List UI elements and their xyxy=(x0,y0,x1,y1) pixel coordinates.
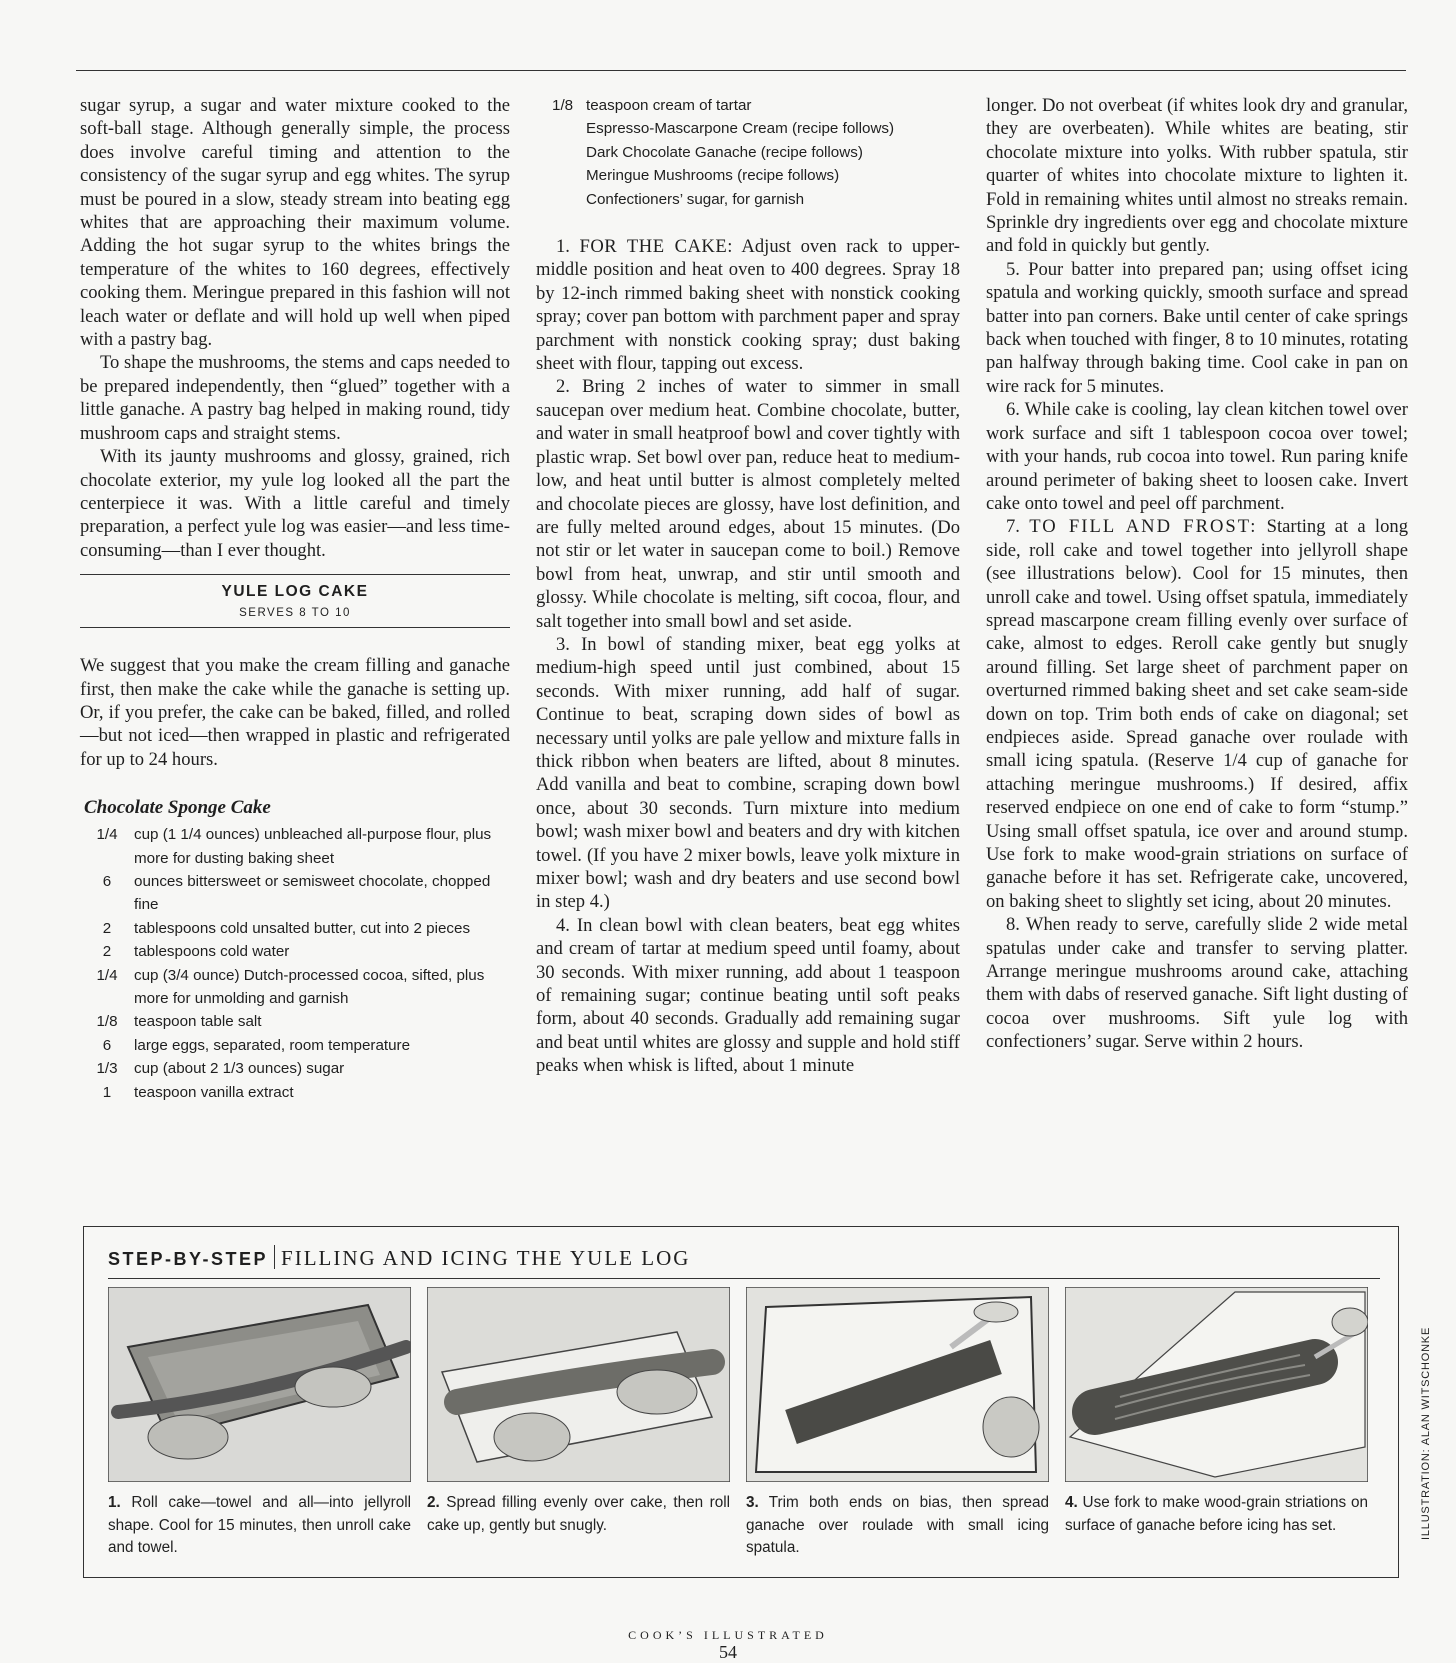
recipe-step: 5. Pour batter into prepared pan; using offset icing spatula and working quickly, smooth surface and spread batter into pan corners. Bake until center of cake springs back when touched with finger, 8 to 10 minutes, rotating pan halfway through baking time. Cool cake in pan on wire rack for 5 minutes. xyxy=(986,258,1409,397)
ingredient-item: 1/3 cup (about 2 1/3 ounces) sugar xyxy=(96,1060,345,1078)
step-caption: 3. Trim both ends on bias, then spread ganache over roulade with small icing spatula. xyxy=(746,1494,1049,1556)
body-paragraph: sugar syrup, a sugar and water mixture cooked to the soft-ball stage. Although generally simple, the process does involve careful timing and attention to the consistency of the sugar syrup and egg whites. The syrup must be poured in a slow, steady stream into beating egg whites that are approaching their maximum volume. Adding the hot sugar syrup to the whites brings the temperature of the whites to 160 degrees, effectively cooking them. Meringue prepared in this fashion will not leach water or deflate and will hold up well when piped with a pastry bag. xyxy=(80,95,510,351)
column-1 xyxy=(80,94,510,1104)
step-panel-2 xyxy=(427,1287,730,1537)
recipe-step: 8. When ready to serve, carefully slide 2 wide metal spatulas under cake and transfer to serving platter. Arrange meringue mushrooms around cake, attaching them with dabs of reserved ganache. Sift light dusting of cocoa over mushrooms. Sift yule log with confectioners’ sugar. Serve within 2 hours. xyxy=(986,914,1408,1053)
ingredient-item: Dark Chocolate Ganache (recipe follows) xyxy=(586,143,863,161)
step-caption: 1. Roll cake—towel and all—into jellyroll shape. Cool for 15 minutes, then unroll cake and towel. xyxy=(108,1494,411,1556)
ingredient-item: 1/4 cup (3/4 ounce) Dutch-processed cocoa, sifted, plus more for unmolding and garnish xyxy=(96,966,485,1007)
illustration-credit: ILLUSTRATION: ALAN WITSCHONKE xyxy=(1420,1326,1432,1540)
step-by-step-label: STEP-BY-STEP xyxy=(108,1249,269,1269)
ingredient-item: 2 tablespoons cold unsalted butter, cut into 2 pieces xyxy=(102,919,471,937)
step-panel-3 xyxy=(746,1287,1049,1560)
step-label: TO FILL AND FROST: xyxy=(1029,516,1258,538)
ingredient-item: 6 ounces bittersweet or semisweet chocolate, chopped fine xyxy=(102,872,491,914)
body-paragraph: With its jaunty mushrooms and glossy, grained, rich chocolate exterior, my yule log looked all the part the centerpiece it was. With a little careful and timely preparation, a perfect yule log was easier—and less time-consuming—than I ever thought. xyxy=(80,446,510,561)
illustration-trim-and-spread-ganache xyxy=(746,1287,1049,1482)
body-paragraph: longer. Do not overbeat (if whites look dry and granular, they are overbeaten). While whites are beating, stir chocolate mixture into yolks. With rubber spatula, stir quarter of whites into chocolate mixture to lighten it. Fold in remaining whites until almost no streaks remain. Sprinkle dry ingredients over egg and chocolate mixture and fold in quickly but gently. xyxy=(986,95,1408,257)
ingredient-item: Meringue Mushrooms (recipe follows) xyxy=(586,167,840,185)
page-number: 54 xyxy=(719,1642,737,1662)
column-3 xyxy=(986,94,1408,1054)
step-by-step-box xyxy=(83,1226,1399,1578)
step-caption: 4. Use fork to make wood-grain striations on surface of ganache before icing has set. xyxy=(1065,1494,1368,1534)
recipe-step: 4. In clean bowl with clean beaters, beat egg whites and cream of tartar at medium speed until foamy, about 30 seconds. With mixer running, add about 1 teaspoon of remaining sugar; continue beating until soft peaks form, about 40 seconds. Gradually add remaining sugar and beat until whites are glossy and supple and hold stiff peaks when whisk is lifted, about 1 minute xyxy=(536,914,960,1077)
step-by-step-header xyxy=(108,1245,690,1271)
ingredient-item: Confectioners’ sugar, for garnish xyxy=(586,190,805,208)
ingredient-item: 2 tablespoons cold water xyxy=(102,943,290,961)
ingredient-list xyxy=(552,94,960,211)
recipe-subhead: Chocolate Sponge Cake xyxy=(84,797,271,819)
ingredient-item: 1/4 cup (1 1/4 ounces) unbleached all-purpose flour, plus more for dusting baking sheet xyxy=(96,826,492,867)
recipe-serves: SERVES 8 TO 10 xyxy=(239,607,351,620)
step-caption: 2. Spread filling evenly over cake, then roll cake up, gently but snugly. xyxy=(427,1494,730,1534)
illustration-spread-filling xyxy=(427,1287,730,1482)
ingredient-list xyxy=(80,823,510,1104)
body-paragraph: To shape the mushrooms, the stems and caps needed to be prepared independently, then “glued” together with a little ganache. A pastry bag helped in making round, tidy mushroom caps and straight stems. xyxy=(80,352,510,444)
recipe-step: 3. In bowl of standing mixer, beat egg yolks at medium-high speed until just combined, about 15 seconds. With mixer running, add half of sugar. Continue to beat, scraping down sides of bowl as necessary until yolks are pale yellow and mixture falls in thick ribbon when beaters are lifted, about 8 minutes. Add vanilla and beat to combine, scraping down bowl once, about 30 seconds. Turn mixture into medium bowl; wash mixer bowl and beaters and dry with kitchen towel. (If you have 2 mixer bowls, leave yolk mixture in mixer bowl; wash and dry beaters and use second bowl in step 4.) xyxy=(536,633,960,913)
ingredient-item: Espresso-Mascarpone Cream (recipe follows) xyxy=(586,120,895,138)
top-rule xyxy=(76,70,1406,71)
step-panel-1 xyxy=(108,1287,411,1560)
illustration-roll-cake xyxy=(108,1287,411,1482)
recipe-step: 6. While cake is cooling, lay clean kitchen towel over work surface and sift 1 tablespoon cocoa over towel; with your hands, rub cocoa into towel. Run paring knife around perimeter of baking sheet to loosen cake. Invert cake onto towel and peel off parchment. xyxy=(986,399,1408,514)
ingredient-item: 6 large eggs, separated, room temperature xyxy=(102,1036,411,1054)
ingredient-item: 1/8 teaspoon table salt xyxy=(96,1013,262,1031)
recipe-step: 7. TO FILL AND FROST: Starting at a long side, roll cake and towel together into jellyroll shape (see illustrations below). Cool for 15 minutes, then unroll cake and towel. Using offset spatula, immediately spread mascarpone cream filling evenly over surface of cake, almost to edges. Reroll cake gently but snugly around filling. Set large sheet of parchment paper on overturned rimmed baking sheet and set cake seam-side down on top. Trim both ends of cake on diagonal; set endpieces aside. Spread ganache over roulade with small icing spatula. (Reserve 1/4 cup of ganache for attaching meringue mushrooms.) If desired, affix reserved endpiece on one end of cake to form “stump.” Using small offset spatula, ice over and around stump. Use fork to make wood-grain striations on surface of ganache before it has set. Refrigerate cake, uncovered, on baking sheet to slightly set icing, about 20 minutes. xyxy=(986,516,1408,912)
column-2 xyxy=(536,94,960,1078)
illustration-wood-grain-fork xyxy=(1065,1287,1368,1482)
step-label: FOR THE CAKE: xyxy=(579,236,733,258)
ingredient-item: 1 teaspoon vanilla extract xyxy=(102,1083,294,1101)
step-panel-4 xyxy=(1065,1287,1368,1537)
step-by-step-title: FILLING AND ICING THE YULE LOG xyxy=(281,1246,691,1270)
ingredient-item: 1/8 teaspoon cream of tartar xyxy=(552,97,752,114)
recipe-step: 2. Bring 2 inches of water to simmer in small saucepan over medium heat. Combine chocolate, butter, and water in small heatproof bowl and cover tightly with plastic wrap. Set bowl over pan, reduce heat to medium-low, and heat until butter is almost completely melted and chocolate pieces are glossy, have lost definition, and are fully melted around edges, about 15 minutes. (Do not stir or let water in saucepan come to boil.) Remove bowl from heat, unwrap, and stir until smooth and glossy. While chocolate is melting, sift cocoa, flour, and salt together into small bowl and set aside. xyxy=(536,376,960,632)
header-rule xyxy=(108,1278,1380,1279)
magazine-name: COOK’S ILLUSTRATED xyxy=(628,1628,828,1642)
recipe-step: 1. FOR THE CAKE: Adjust oven rack to upper-middle position and heat oven to 400 degrees. Spray 18 by 12-inch rimmed baking sheet with nonstick cooking spray; cover pan bottom with parchment paper and spray parchment with nonstick cooking spray; dust baking sheet with flour, tapping out excess. xyxy=(536,236,960,375)
recipe-title: YULE LOG CAKE xyxy=(221,583,369,601)
recipe-intro: We suggest that you make the cream filling and ganache first, then make the cake while the ganache is setting up. Or, if you prefer, the cake can be baked, filled, and rolled—but not iced—then wrapped in plastic and refrigerated for up to 24 hours. xyxy=(80,655,510,770)
recipe-header xyxy=(80,574,510,628)
